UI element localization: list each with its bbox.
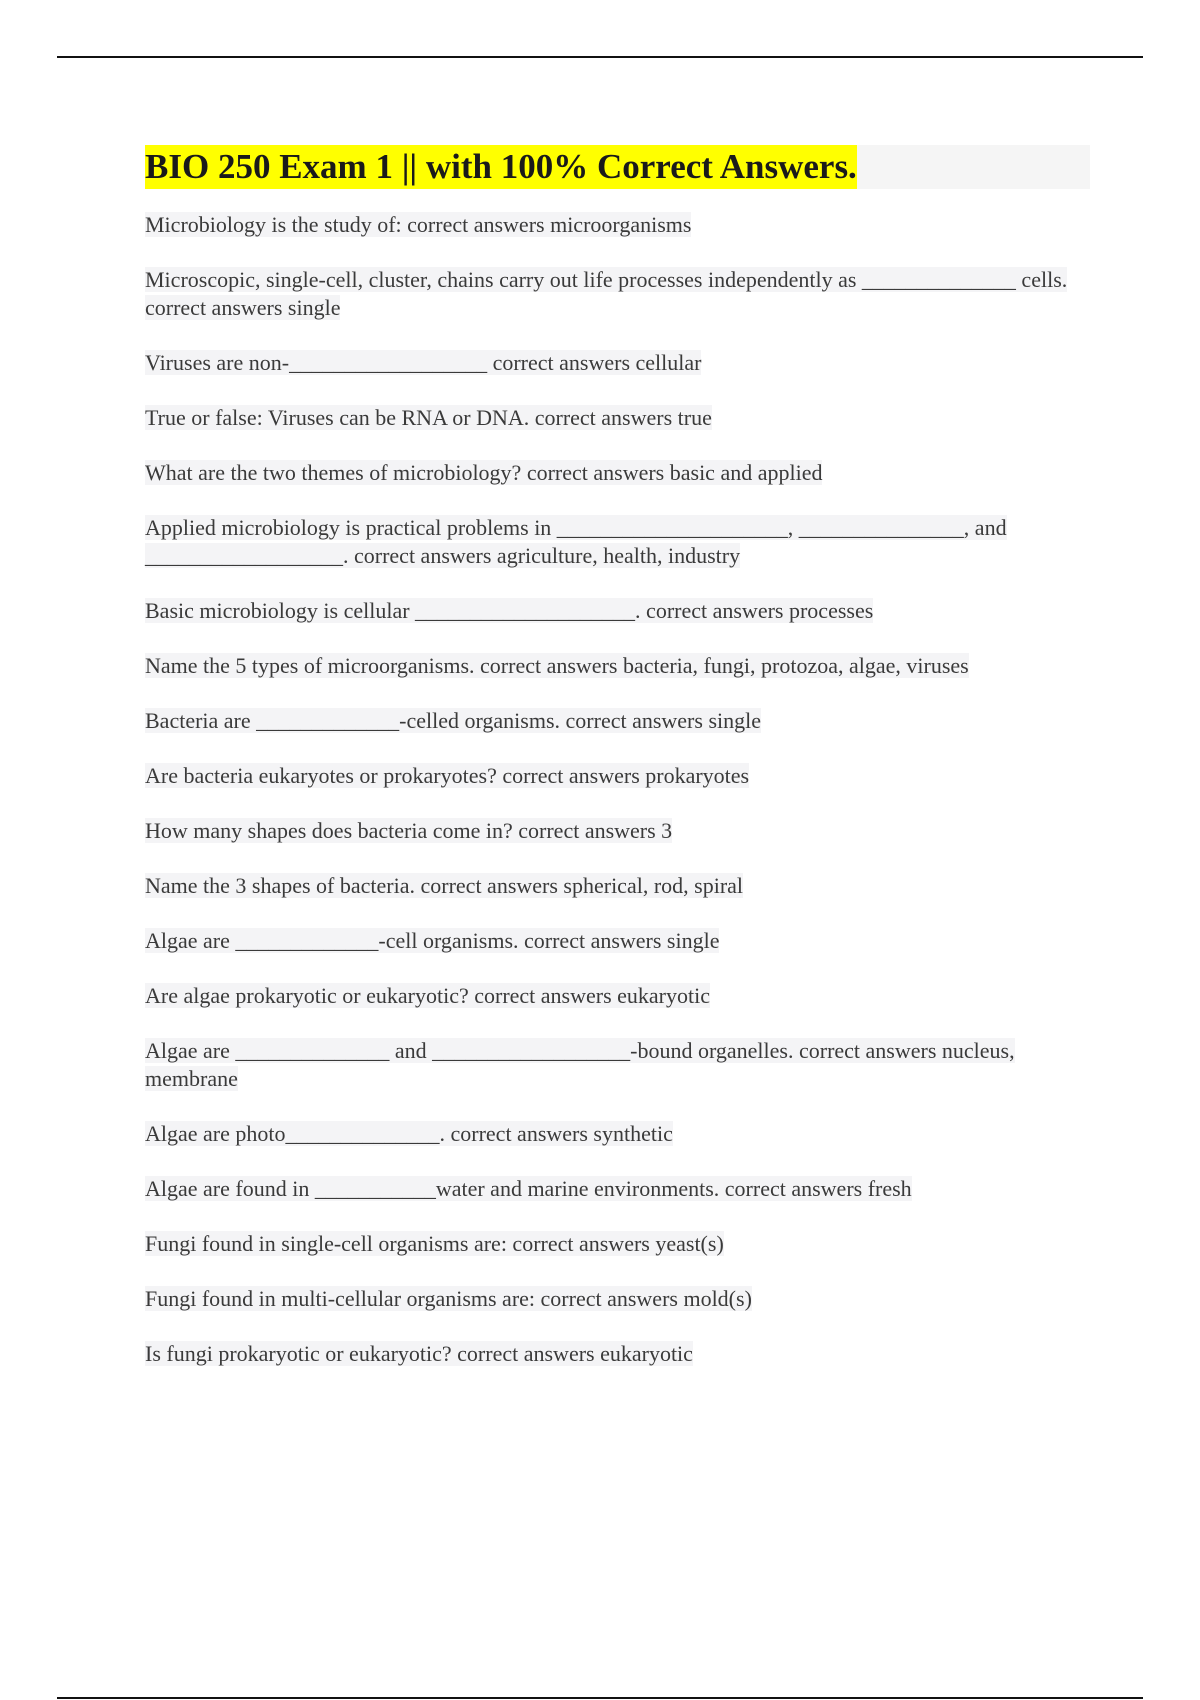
qa-item: Bacteria are _____________-celled organisms. correct answers single <box>145 708 761 733</box>
qa-item: Name the 5 types of microorganisms. correct answers bacteria, fungi, protozoa, algae, viruses <box>145 653 969 678</box>
qa-item: Are algae prokaryotic or eukaryotic? correct answers eukaryotic <box>145 983 710 1008</box>
qa-item: Microbiology is the study of: correct answers microorganisms <box>145 212 692 237</box>
qa-item: Algae are ______________ and __________________-bound organelles. correct answers nucleus, membrane <box>145 1038 1015 1091</box>
qa-item: How many shapes does bacteria come in? correct answers 3 <box>145 818 673 843</box>
qa-item: Fungi found in single-cell organisms are: correct answers yeast(s) <box>145 1231 724 1256</box>
qa-item: Viruses are non-__________________ correct answers cellular <box>145 350 702 375</box>
title-band <box>145 145 1090 189</box>
bottom-rule <box>57 1697 1143 1699</box>
qa-item: Basic microbiology is cellular ____________________. correct answers processes <box>145 598 874 623</box>
document-title: BIO 250 Exam 1 || with 100% Correct Answers. <box>145 145 857 189</box>
qa-item: Algae are _____________-cell organisms. correct answers single <box>145 928 720 953</box>
qa-item: Fungi found in multi-cellular organisms are: correct answers mold(s) <box>145 1286 752 1311</box>
qa-item: Name the 3 shapes of bacteria. correct answers spherical, rod, spiral <box>145 873 744 898</box>
qa-item: Algae are photo______________. correct answers synthetic <box>145 1121 673 1146</box>
qa-item: Applied microbiology is practical problems in _____________________, _______________, and __________________. correct answers agriculture, health, industry <box>145 515 1007 568</box>
top-rule <box>57 56 1143 58</box>
qa-item: True or false: Viruses can be RNA or DNA. correct answers true <box>145 405 712 430</box>
qa-item: Is fungi prokaryotic or eukaryotic? correct answers eukaryotic <box>145 1341 693 1366</box>
qa-item: Algae are found in ___________water and marine environments. correct answers fresh <box>145 1176 912 1201</box>
qa-item: What are the two themes of microbiology? correct answers basic and applied <box>145 460 823 485</box>
document-body <box>145 145 1090 1395</box>
qa-item: Are bacteria eukaryotes or prokaryotes? correct answers prokaryotes <box>145 763 750 788</box>
qa-item: Microscopic, single-cell, cluster, chains carry out life processes independently as ______________ cells. correct answers single <box>145 267 1068 320</box>
